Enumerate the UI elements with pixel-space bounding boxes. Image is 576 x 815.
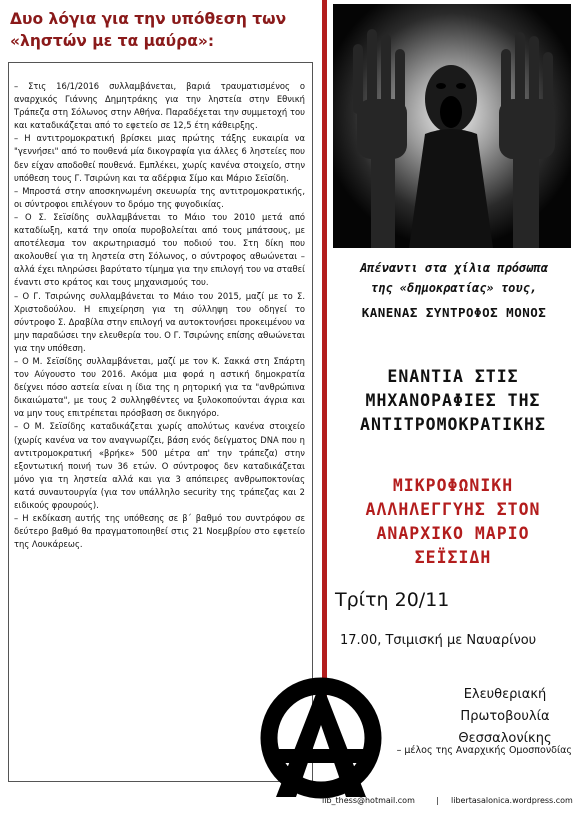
slogan-line-1: Απέναντι στα χίλια πρόσωπα bbox=[360, 261, 548, 275]
case-summary bbox=[14, 80, 305, 551]
hands-artwork-svg bbox=[333, 4, 571, 248]
paragraph-8: – Η εκδίκαση αυτής της υπόθεσης σε β΄ βαθμό του συντρόφου σε δεύτερο βαθμό θα πραγματοποιηθεί στις 21 Νοεμβρίου στο εφετείο της Λουκάρεως. bbox=[14, 513, 305, 550]
paragraph-1: – Στις 16/1/2016 συλλαμβάνεται, βαριά τραυματισμένος ο αναρχικός Γιάννης Δημητράκης για την ληστεία στην Εθνική Τράπεζα στη Σόλωνος στην Αθήνα. Παραδέχεται την συμμετοχή του και καταδικάζεται από το εφετείο σε 12,5 έτη κάθειρξης. bbox=[14, 81, 305, 131]
paragraph-7: – Ο Μ. Σεϊσίδης καταδικάζεται χωρίς απολύτως κανένα στοιχείο (χωρίς κανένα να τον αναγνωρίζει, βάση ενός δείγματος DNA που η αντιτρομοκρατική «βρήκε» 500 μέτρα απ' την τράπεζα) στην εξοντωτική ποινή των 36 ετών. Ο σύντροφος δεν καταδικάζεται μόνο για τη ληστεία αλλά και για 3 απόπειρες ανθρωποκτονίας κατά συναυτουργία (για τον υπάλληλο security της τράπεζας και 2 ειδικούς φρουρούς). bbox=[14, 421, 305, 510]
paragraph-4: – Ο Σ. Σεϊσίδης συλλαμβάνεται το Μάιο του 2010 μετά από καταδίωξη, κατά την οποία πυροβολείται από τους μπάτσους, με αποτέλεσμα τον ακρωτηριασμό του ποδιού του. Στη δίκη που ακολουθεί για τη ληστεία στη Σόλωνος, ο σύντροφος αθωώνεται – αλλά έχει πληρώσει βαρύτατο τίμημα για την επιλογή του να σταθεί έναντι στο κράτος και τους μηχανισμούς του. bbox=[14, 211, 305, 288]
left-title bbox=[10, 8, 308, 52]
org-line-1: Ελευθεριακή bbox=[463, 687, 547, 702]
event-date: Τρίτη 20/11 bbox=[335, 589, 450, 611]
paragraph-2: – Η αντιτρομοκρατική βρίσκει μιας πρώτης τάξης ευκαιρία να "γεννήσει" από το πουθενά μία δικογραφία για άλλες 6 ληστείες που δεν είχαν αποδοθεί πουθενά. Εμπλέκει, χωρίς κανένα στοιχείο, στην υπόθεση τους Γ. Τσιρώνη και τα αδέρφια Σίμο και Μάριο Σεϊσίδη. bbox=[14, 133, 305, 183]
red-divider bbox=[322, 0, 327, 720]
headline-solidarity-line-2: ΑΛΛΗΛΕΓΓΥΗΣ ΣΤΟΝ bbox=[365, 500, 541, 519]
headline-solidarity-line-1: ΜΙΚΡΟΦΩΝΙΚΗ bbox=[392, 476, 514, 495]
left-title-line-1: Δυο λόγια για την υπόθεση των bbox=[10, 10, 287, 28]
left-title-line-2: «ληστών με τα μαύρα»: bbox=[10, 32, 215, 50]
organization-name bbox=[440, 684, 570, 750]
headline-against-line-2: ΜΗΧΑΝΟΡΑΦΙΕΣ ΤΗΣ bbox=[365, 391, 541, 410]
headline-against bbox=[333, 365, 573, 437]
contact-email: lib_thess@hotmail.com bbox=[322, 796, 415, 805]
headline-against-line-3: ΑΝΤΙΤΡΟΜΟΚΡΑΤΙΚΗΣ bbox=[360, 415, 546, 434]
paragraph-6: – Ο Μ. Σεϊσίδης συλλαμβάνεται, μαζί με τον Κ. Σακκά στη Σπάρτη τον Αύγουστο του 2016. Ακόμα μια φορά η αστική δημοκρατία δείχνει πόσο αστεία είναι η ίδια της η ρητορική για τα "ανθρώπινα δικαιώματα", με τους 2 συλληφθέντες να ξυλοκοπούνται άγρια και να μην τους επιτρέπεται πρόσβαση σε δικηγόρο. bbox=[14, 355, 305, 419]
hands-artwork bbox=[333, 4, 571, 248]
org-line-2: Πρωτοβουλία bbox=[460, 709, 550, 724]
slogan-bold: ΚΑΝΕΝΑΣ ΣΥΝΤΡΟΦΟΣ ΜΟΝΟΣ bbox=[361, 305, 547, 320]
slogan-lines bbox=[333, 258, 575, 298]
federation-membership: – μέλος της Αναρχικής Ομοσπονδίας bbox=[396, 745, 572, 756]
footer-separator: | bbox=[436, 796, 439, 805]
headline-solidarity-line-4: ΣΕΪΣΙΔΗ bbox=[414, 548, 492, 567]
paragraph-5: – Ο Γ. Τσιρώνης συλλαμβάνεται το Μάιο του 2015, μαζί με το Σ. Χριστοδούλου. Η επιχείρηση για τη σύλληψη του οδηγεί το σύντροφο Σ. Δραβίλα στην επιλογή να αυτοκτονήσει προκειμένου να μην παραδώσει την ελευθερία του. Ο Γ. Τσιρώνης επίσης αθωώνεται για την υπόθεση. bbox=[14, 290, 305, 353]
headline-against-line-1: ΕΝΑΝΤΙΑ ΣΤΙΣ bbox=[387, 367, 519, 386]
headline-solidarity bbox=[333, 474, 573, 570]
paragraph-3: – Μπροστά στην αποσκηνωμένη σκευωρία της αντιτρομοκρατικής, οι σύντροφοι επιλέγουν το δρόμο της φυγοδικίας. bbox=[14, 185, 305, 209]
org-line-3: Θεσσαλονίκης bbox=[458, 731, 552, 746]
slogan-line-2: της «δημοκρατίας» τους, bbox=[370, 281, 538, 295]
event-time-place: 17.00, Τσιμισκή με Ναυαρίνου bbox=[340, 633, 537, 648]
contact-website: libertasalonica.wordpress.com bbox=[451, 796, 573, 805]
anarchy-symbol-icon bbox=[258, 675, 384, 801]
headline-solidarity-line-3: ΑΝΑΡΧΙΚΟ ΜΑΡΙΟ bbox=[376, 524, 530, 543]
